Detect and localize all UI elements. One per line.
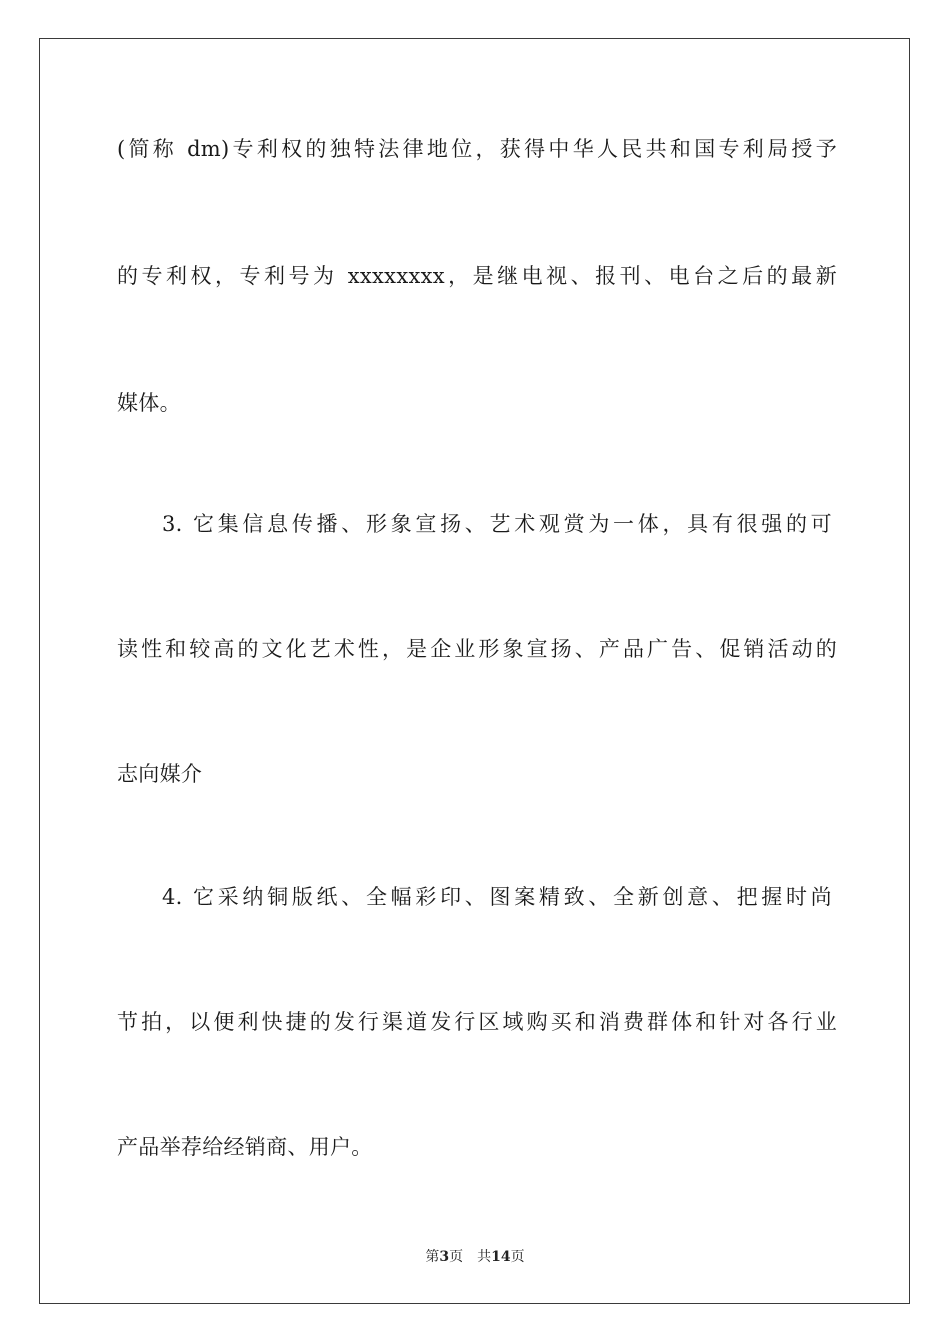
paragraph-line: 媒体。 bbox=[117, 391, 181, 415]
total-pages-number: 14 bbox=[491, 1249, 511, 1265]
paragraph-line: 的专利权，专利号为 xxxxxxxx，是继电视、报刊、电台之后的最新 bbox=[117, 264, 837, 288]
page-footer bbox=[0, 1247, 950, 1267]
page-prefix: 第 bbox=[425, 1249, 440, 1265]
paragraph-line: 志向媒介 bbox=[117, 762, 203, 786]
paragraph-line: 产品举荐给经销商、用户。 bbox=[117, 1135, 373, 1159]
paragraph-line: 节拍，以便利快捷的发行渠道发行区域购买和消费群体和针对各行业 bbox=[117, 1010, 837, 1034]
total-prefix: 共 bbox=[477, 1249, 492, 1265]
page-border bbox=[39, 38, 910, 1304]
total-suffix: 页 bbox=[510, 1249, 525, 1265]
page-suffix: 页 bbox=[449, 1249, 464, 1265]
paragraph-line: (简称 dm)专利权的独特法律地位，获得中华人民共和国专利局授予 bbox=[117, 137, 837, 161]
paragraph-line: 4. 它采纳铜版纸、全幅彩印、图案精致、全新创意、把握时尚 bbox=[162, 885, 832, 909]
paragraph-line: 3. 它集信息传播、形象宣扬、艺术观赏为一体，具有很强的可 bbox=[162, 512, 832, 536]
current-page-number: 3 bbox=[439, 1249, 450, 1265]
paragraph-line: 读性和较高的文化艺术性，是企业形象宣扬、产品广告、促销活动的 bbox=[117, 637, 837, 661]
